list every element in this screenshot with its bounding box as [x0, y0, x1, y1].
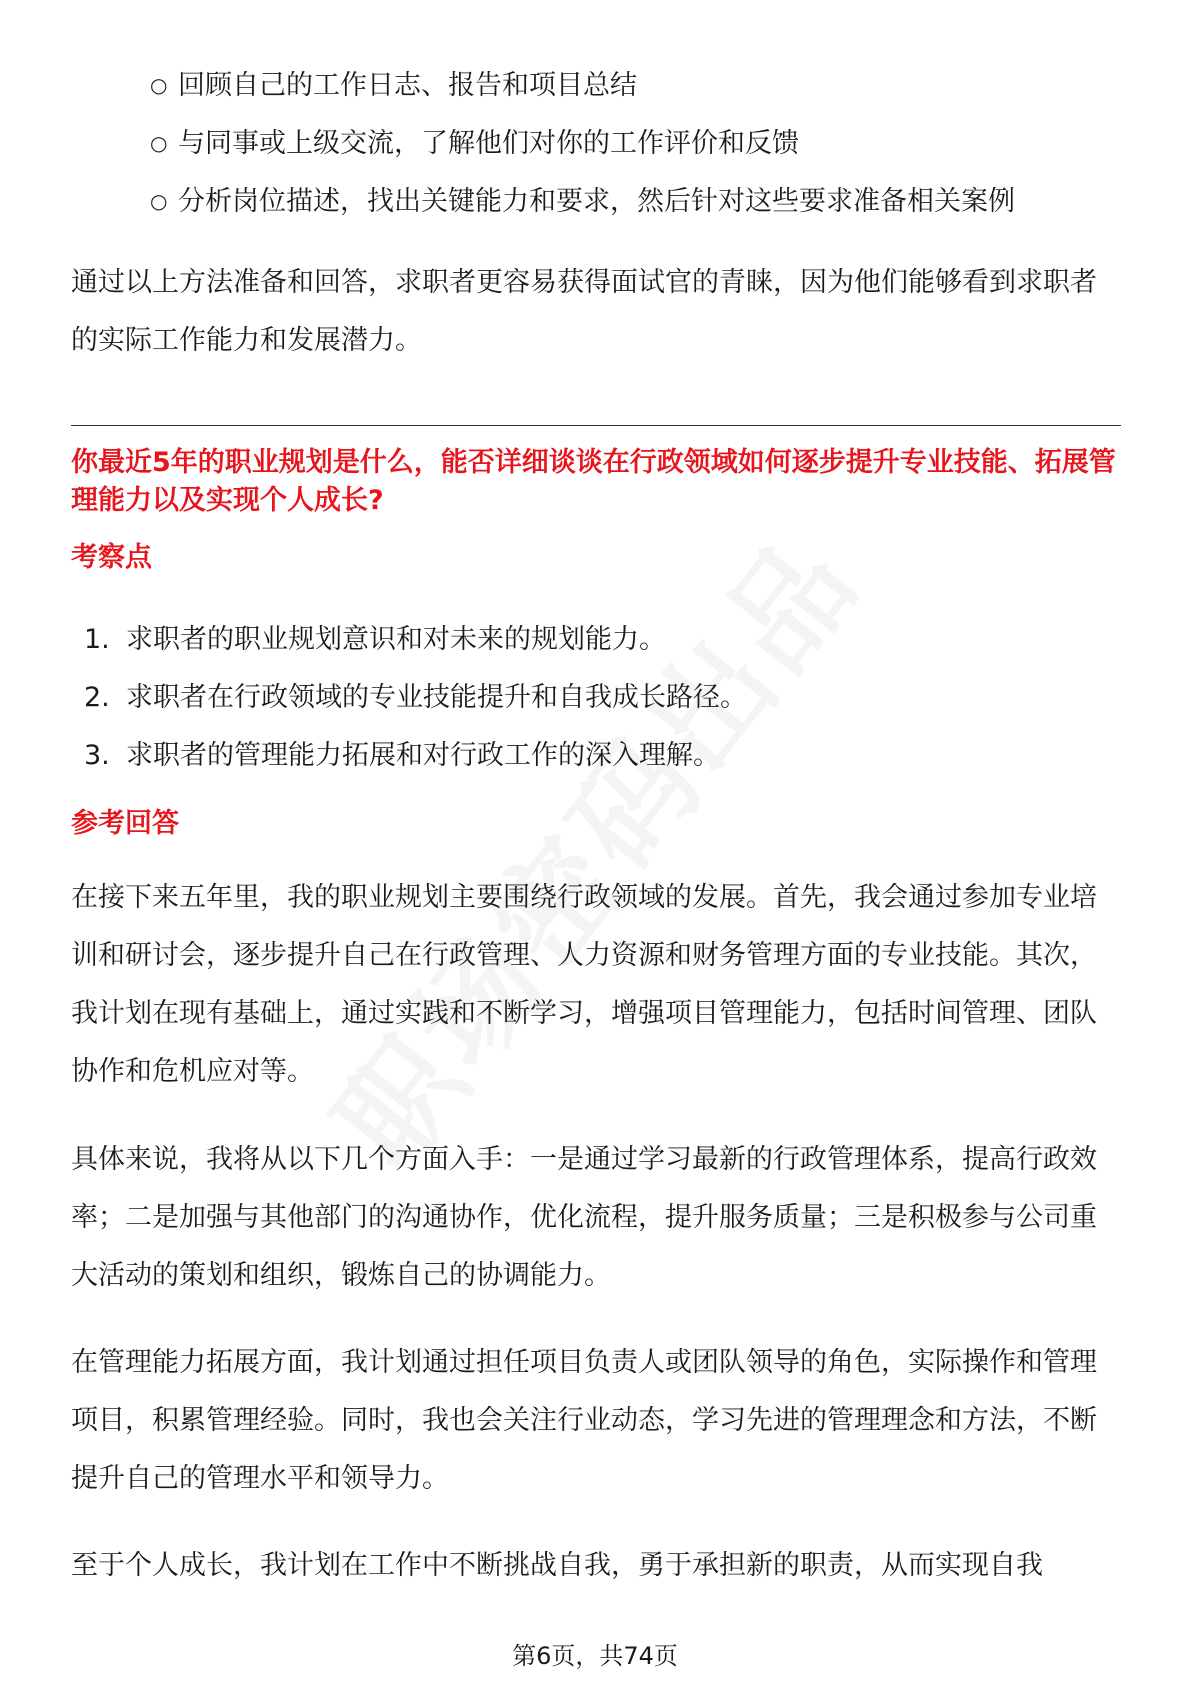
page-number: 第6页，共74页 [512, 1642, 678, 1670]
list-text: 求职者的职业规划意识和对未来的规划能力。 [126, 624, 666, 655]
list-number: 3. [84, 740, 110, 771]
answer-paragraph: 在接下来五年里，我的职业规划主要围绕行政领域的发展。首先，我会通过参加专业培训和研讨会，逐步提升自己在行政管理、人力资源和财务管理方面的专业技能。其次，我计划在现有基础上，通过实践和不断学习，增强项目管理能力，包括时间管理、团队协作和危机应对等。 [71, 882, 1097, 1087]
list-text: 求职者的管理能力拓展和对行政工作的深入理解。 [126, 740, 720, 771]
answer-paragraph: 具体来说，我将从以下几个方面入手：一是通过学习最新的行政管理体系，提高行政效率；二是加强与其他部门的沟通协作，优化流程，提升服务质量；三是积极参与公司重大活动的策划和组织，锻炼自己的协调能力。 [71, 1144, 1097, 1291]
list-item [84, 727, 747, 785]
list-item [84, 611, 747, 669]
hollow-bullet-icon: ○ [150, 73, 168, 97]
list-item [84, 669, 747, 727]
list-text: 求职者在行政领域的专业技能提升和自我成长路径。 [126, 682, 747, 713]
section-divider [71, 425, 1121, 426]
list-item [150, 114, 1015, 172]
bullet-list [150, 56, 1015, 230]
focus-heading: 考察点 [71, 542, 152, 573]
hollow-bullet-icon: ○ [150, 189, 168, 213]
list-number: 2. [84, 682, 110, 713]
bullet-text: 与同事或上级交流，了解他们对你的工作评价和反馈 [178, 128, 799, 159]
list-number: 1. [84, 624, 110, 655]
question-heading: 你最近5年的职业规划是什么，能否详细谈谈在行政领域如何逐步提升专业技能、拓展管理能力以及实现个人成长? [71, 447, 1116, 516]
bullet-text: 分析岗位描述，找出关键能力和要求，然后针对这些要求准备相关案例 [178, 186, 1015, 217]
answer-paragraph: 至于个人成长，我计划在工作中不断挑战自我，勇于承担新的职责，从而实现自我 [71, 1550, 1043, 1581]
list-item [150, 172, 1015, 230]
summary-paragraph: 通过以上方法准备和回答，求职者更容易获得面试官的青睐，因为他们能够看到求职者的实际工作能力和发展潜力。 [71, 267, 1097, 356]
answer-paragraph: 在管理能力拓展方面，我计划通过担任项目负责人或团队领导的角色，实际操作和管理项目，积累管理经验。同时，我也会关注行业动态，学习先进的管理理念和方法，不断提升自己的管理水平和领导力。 [71, 1347, 1097, 1494]
hollow-bullet-icon: ○ [150, 131, 168, 155]
bullet-text: 回顾自己的工作日志、报告和项目总结 [178, 70, 637, 101]
answer-heading: 参考回答 [71, 808, 179, 839]
list-item [150, 56, 1015, 114]
focus-list [84, 611, 747, 785]
